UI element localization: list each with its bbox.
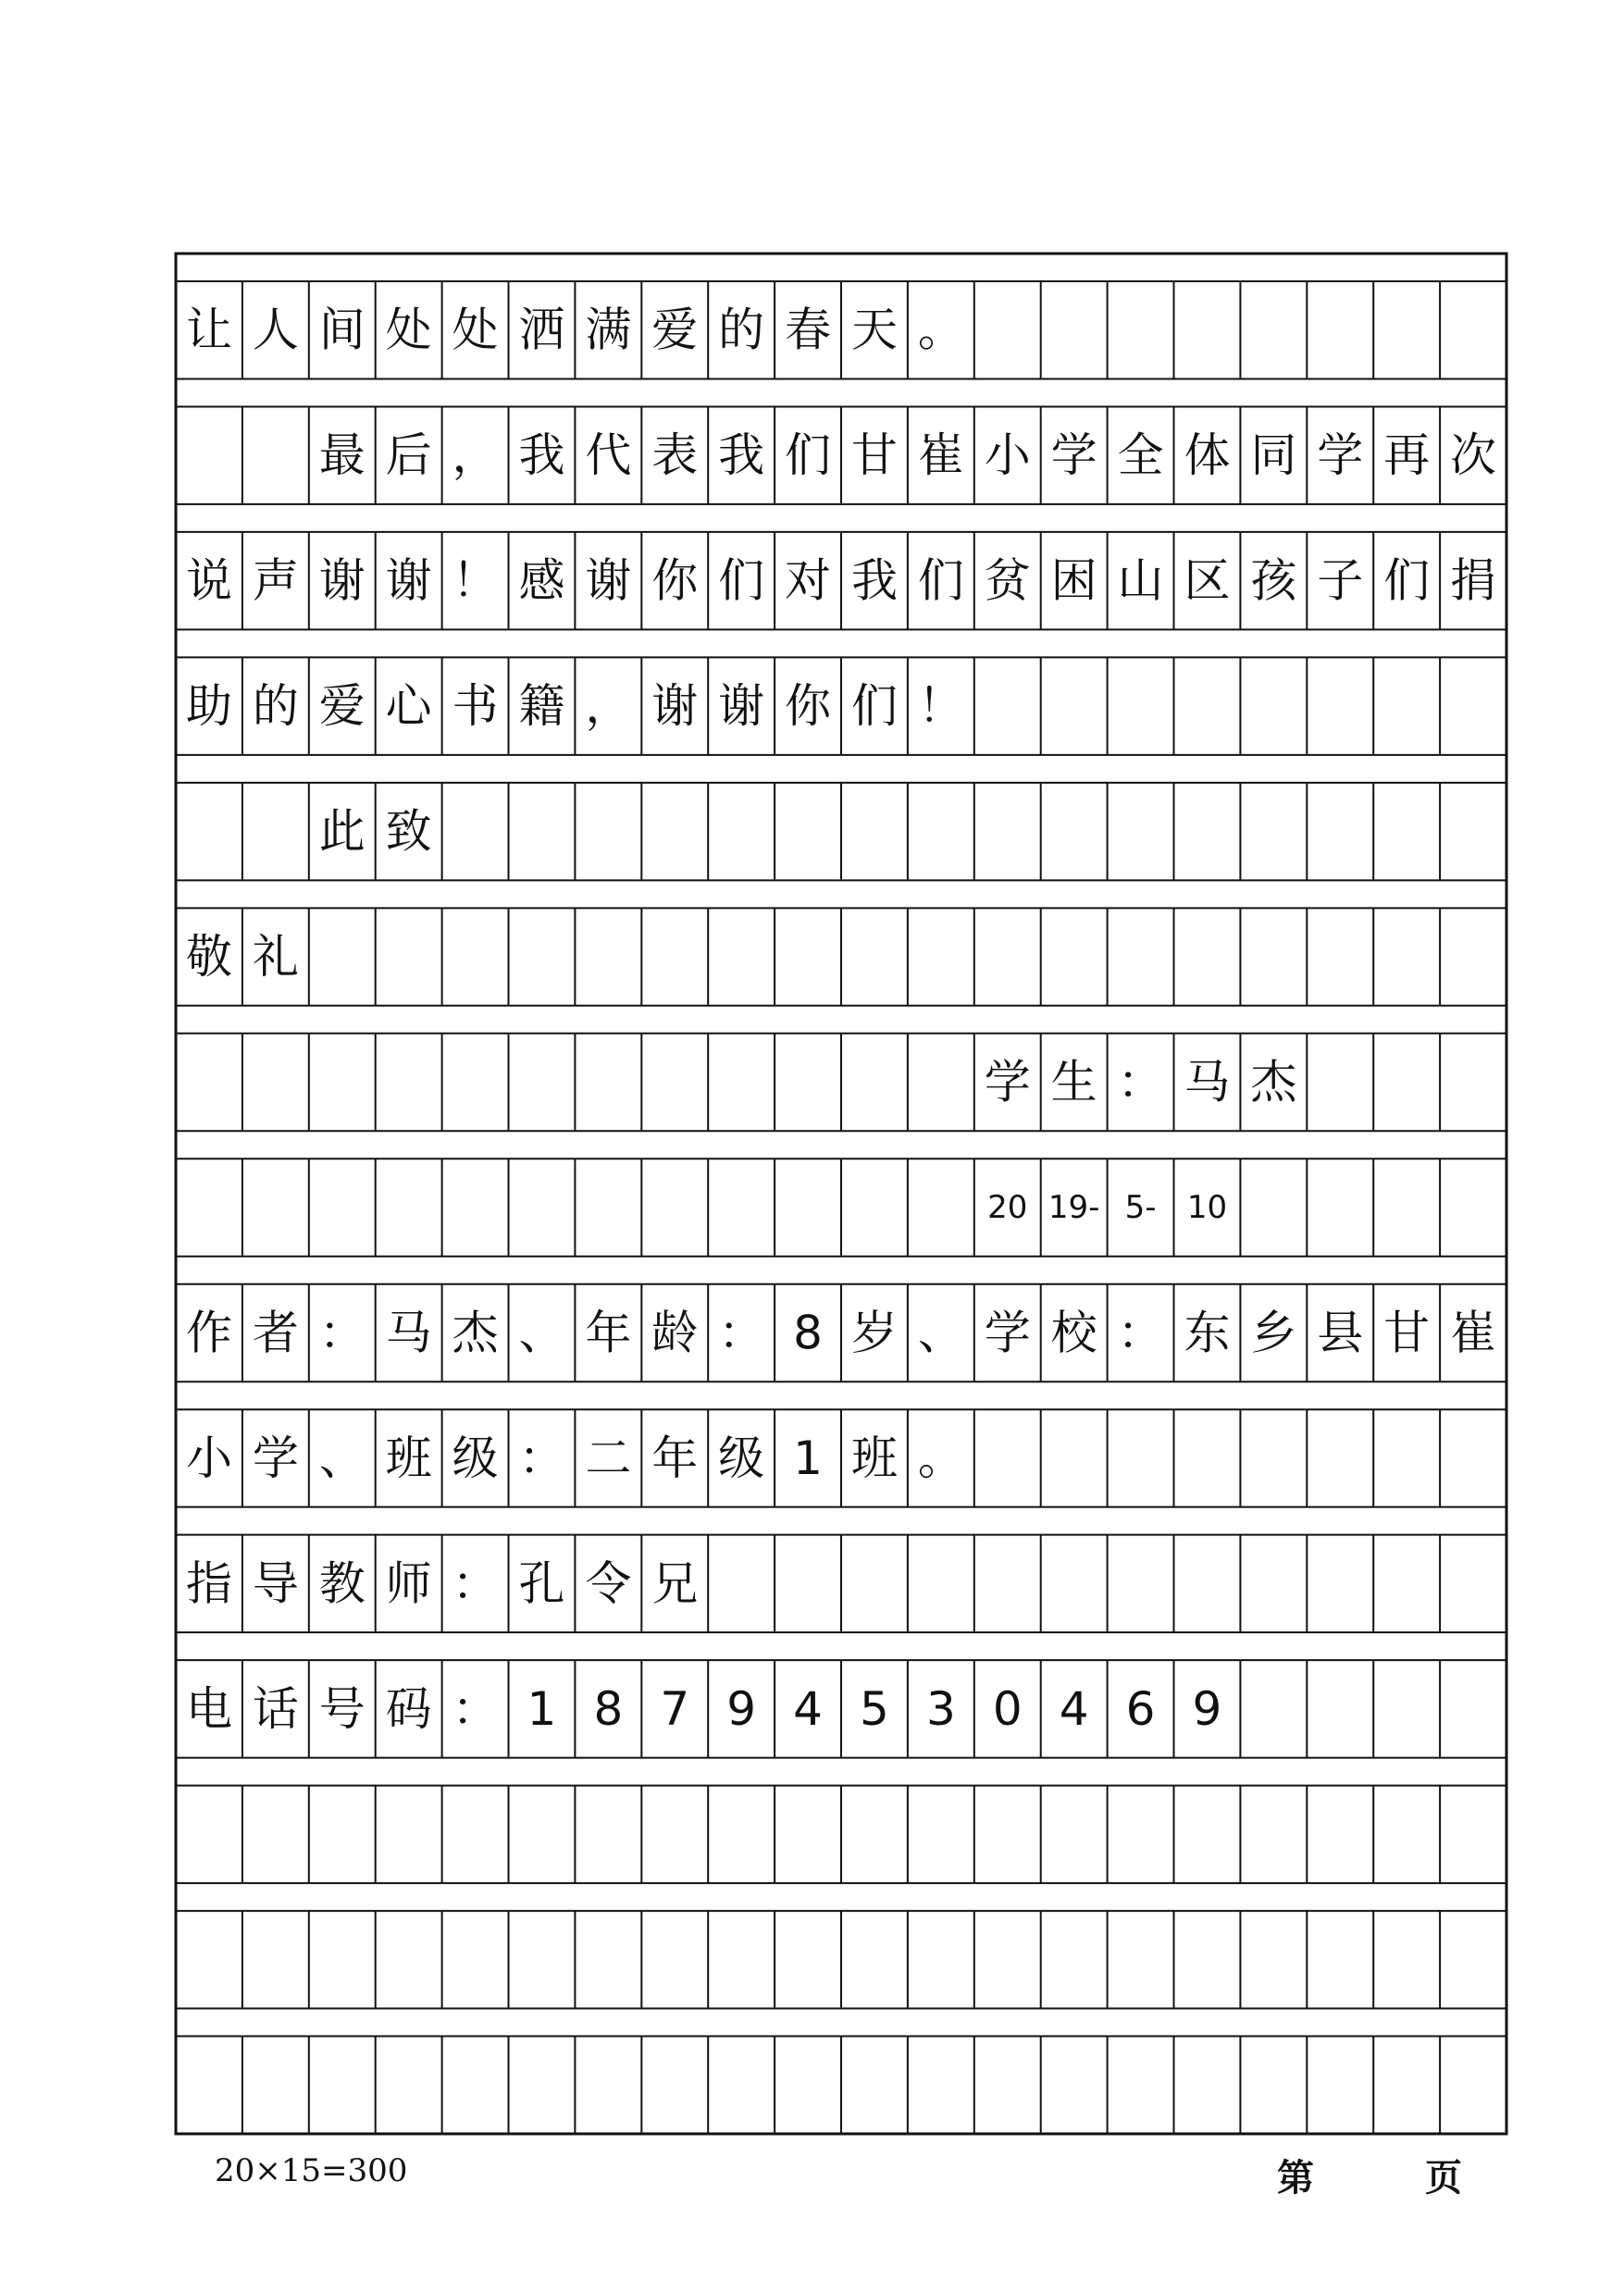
grid-char: 令 <box>585 1556 632 1611</box>
grid-char: 、 <box>318 1431 366 1485</box>
grid-char: 谢 <box>385 553 432 608</box>
grid-char: 满 <box>585 303 632 357</box>
grid-char: 。 <box>917 1431 964 1485</box>
grid-char: 感 <box>518 553 565 608</box>
grid-char: 8 <box>593 1681 624 1736</box>
grid-char: 表 <box>651 428 699 483</box>
grid-char: 捐 <box>1450 553 1497 608</box>
date-char: 10 <box>1186 1189 1228 1226</box>
grid-char: 让 <box>185 303 232 357</box>
page-number-label <box>1277 2149 1462 2201</box>
grid-char: 孩 <box>1250 553 1297 608</box>
grid-char: 校 <box>1050 1306 1097 1360</box>
grid-char: 心 <box>385 679 432 734</box>
grid-char: 、 <box>518 1306 565 1360</box>
grid-char: 教 <box>318 1556 366 1611</box>
grid-char: 爱 <box>318 679 366 734</box>
grid-char: 学 <box>252 1431 299 1485</box>
grid-char: 间 <box>318 303 366 357</box>
grid-char: 书 <box>452 679 499 734</box>
grid-char: 班 <box>850 1431 898 1485</box>
grid-char: 们 <box>785 428 832 483</box>
grid-char: 们 <box>1383 553 1431 608</box>
grid-char: 4 <box>793 1681 823 1736</box>
grid-char: 崔 <box>917 428 964 483</box>
grid-char: 9 <box>1192 1681 1222 1736</box>
grid-char: 洒 <box>518 303 565 357</box>
grid-char: 4 <box>1059 1681 1089 1736</box>
grid-char: 号 <box>318 1681 366 1736</box>
grid-char: 的 <box>718 303 765 357</box>
grid-char: 班 <box>385 1431 432 1485</box>
grid-char: 对 <box>785 553 832 608</box>
grid-char: 9 <box>726 1681 757 1736</box>
page-suffix: 页 <box>1425 2156 1462 2199</box>
grid-char: 困 <box>1050 553 1097 608</box>
grid-char: 学 <box>1317 428 1364 483</box>
grid-char: 贫 <box>984 553 1031 608</box>
grid-spec-label: 20×15=300 <box>215 2152 408 2189</box>
grid-char: 年 <box>585 1306 632 1360</box>
grid-char: 码 <box>385 1681 432 1736</box>
grid-char: 7 <box>660 1681 690 1736</box>
grid-char: 爱 <box>651 303 699 357</box>
grid-char: 人 <box>252 303 299 357</box>
date-char: 20 <box>987 1189 1028 1226</box>
grid-char: 致 <box>385 804 432 859</box>
grid-char: 谢 <box>585 553 632 608</box>
grid-char: 话 <box>252 1681 299 1736</box>
grid-char: 的 <box>252 679 299 734</box>
grid-char: 籍 <box>518 679 565 734</box>
grid-char: 甘 <box>1383 1306 1431 1360</box>
grid-char: 代 <box>585 428 632 483</box>
grid-char: 处 <box>385 303 432 357</box>
grid-char: 东 <box>1184 1306 1231 1360</box>
grid-char: ， <box>452 428 499 483</box>
grid-char: 我 <box>718 428 765 483</box>
grid-char: 礼 <box>252 930 299 985</box>
grid-char: 处 <box>452 303 499 357</box>
grid-char: 谢 <box>651 679 699 734</box>
grid-char: 谢 <box>718 679 765 734</box>
grid-char: 后 <box>385 428 432 483</box>
grid-char: 我 <box>850 553 898 608</box>
grid-char: 1 <box>527 1681 557 1736</box>
grid-char: 我 <box>518 428 565 483</box>
grid-char: 杰 <box>452 1306 499 1360</box>
grid-char: 年 <box>651 1431 699 1485</box>
grid-char: 全 <box>1117 428 1164 483</box>
grid-char: 体 <box>1184 428 1231 483</box>
grid-char: 5 <box>860 1681 889 1736</box>
signature-char: ： <box>1117 1055 1164 1109</box>
signature-char: 马 <box>1184 1055 1231 1109</box>
grid-char: 们 <box>718 553 765 608</box>
grid-char: 学 <box>984 1306 1031 1360</box>
signature-char: 学 <box>984 1055 1031 1109</box>
grid-char: 岁 <box>850 1306 898 1360</box>
grid-char: 。 <box>917 303 964 357</box>
grid-char: 天 <box>850 303 898 357</box>
grid-char: 电 <box>185 1681 232 1736</box>
signature-char: 杰 <box>1250 1055 1297 1109</box>
grid-char: 孔 <box>518 1556 565 1611</box>
grid-char: 1 <box>793 1431 823 1485</box>
date-char: 5- <box>1124 1189 1157 1226</box>
grid-char: ： <box>452 1681 499 1736</box>
grid-char: 们 <box>850 679 898 734</box>
grid-char: 8 <box>793 1306 823 1360</box>
grid-char: 者 <box>252 1306 299 1360</box>
grid-char: 6 <box>1125 1681 1156 1736</box>
grid-char: ： <box>452 1556 499 1611</box>
grid-char: 说 <box>185 553 232 608</box>
grid-char: 同 <box>1250 428 1297 483</box>
grid-char: 春 <box>785 303 832 357</box>
grid-char: ： <box>518 1431 565 1485</box>
grid-char: 谢 <box>318 553 366 608</box>
grid-char: 3 <box>925 1681 956 1736</box>
grid-char: 级 <box>718 1431 765 1485</box>
grid-char: 最 <box>318 428 366 483</box>
grid-char: ， <box>585 679 632 734</box>
grid-char: 声 <box>252 553 299 608</box>
grid-char: 二 <box>585 1431 632 1485</box>
grid-char: 兄 <box>651 1556 699 1611</box>
grid-char: 师 <box>385 1556 432 1611</box>
grid-char: ： <box>1117 1306 1164 1360</box>
grid-char: 小 <box>984 428 1031 483</box>
grid-char: 县 <box>1317 1306 1364 1360</box>
grid-char: 甘 <box>850 428 898 483</box>
grid-char: 乡 <box>1250 1306 1297 1360</box>
grid-char: 区 <box>1184 553 1231 608</box>
grid-char: ！ <box>452 553 499 608</box>
grid-char: ： <box>318 1306 366 1360</box>
grid-char: 级 <box>452 1431 499 1485</box>
grid-char: 次 <box>1450 428 1497 483</box>
grid-char: ！ <box>917 679 964 734</box>
grid-char: 、 <box>917 1306 964 1360</box>
grid-char: 再 <box>1383 428 1431 483</box>
grid-char: 子 <box>1317 553 1364 608</box>
grid-char: ： <box>718 1306 765 1360</box>
page-prefix: 第 <box>1277 2156 1314 2199</box>
grid-char: 0 <box>992 1681 1023 1736</box>
grid-char: 你 <box>785 679 832 734</box>
grid-char: 马 <box>385 1306 432 1360</box>
date-char: 19- <box>1048 1189 1100 1226</box>
grid-char: 指 <box>185 1556 232 1611</box>
grid-char: 敬 <box>185 930 232 985</box>
signature-char: 生 <box>1050 1055 1097 1109</box>
grid-char: 导 <box>252 1556 299 1611</box>
grid-char: 崔 <box>1450 1306 1497 1360</box>
grid-char: 小 <box>185 1431 232 1485</box>
grid-char: 此 <box>318 804 366 859</box>
grid-char: 们 <box>917 553 964 608</box>
grid-char: 助 <box>185 679 232 734</box>
grid-char: 作 <box>185 1306 232 1360</box>
grid-char: 龄 <box>651 1306 699 1360</box>
grid-char: 山 <box>1117 553 1164 608</box>
grid-char: 学 <box>1050 428 1097 483</box>
grid-char: 你 <box>651 553 699 608</box>
